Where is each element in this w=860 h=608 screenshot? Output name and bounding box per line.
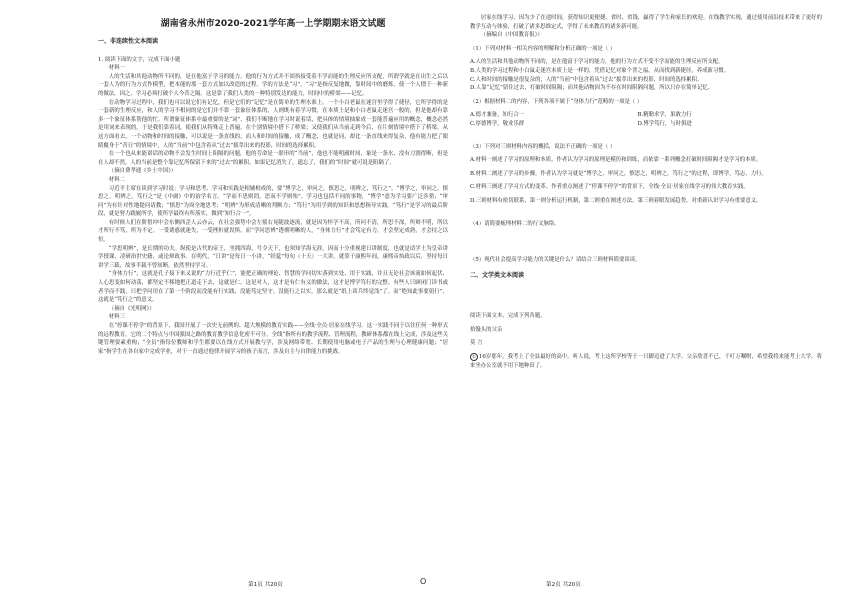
page-number-right: 第2页 共20页 — [546, 582, 581, 588]
option-d: D.博学笃行，与时俱进 — [637, 120, 692, 127]
question-2: （2）根据材料二的内容，下列各项不属于“身体力行”范畴的一项是（ ） — [470, 98, 643, 105]
question-3: （3）下列对三则材料内容的概括，说法不正确的一项是（ ） — [470, 143, 616, 150]
option-a: A.德才兼备，知行合一 — [470, 112, 525, 119]
question-5: （5）现代社会提高学习能力的关键是什么？请结合三则材料简要谈谈。 — [470, 257, 641, 264]
option-c: C.人和时间的接触是很复杂的，人的“当前”中包含着从“过去”拔萃出来的投影，时间的选择累积。 — [470, 76, 703, 83]
option-c: C.厚德博学，敬业乐群 — [470, 120, 525, 127]
option-b: B.材料二阐述了学习的步骤。作者认为学习就是“博学之，审问之，慎思之，明辨之，笃行之”的过程，即博学，笃志，力行。 — [470, 170, 767, 177]
left-page — [98, 14, 448, 356]
material-1-paragraph: 人的生活和其他动物所不同的，是在他富于学习的能力。他的行为方式并不固执接受着不学而能的生理反应所支配，所谓学就是在出生之后以一套人为的行为方式作模型，把本能的那一套方式加以改造的过程。学的方法是“习”。“习”是指反复地做，靠时间中的磨炼，使一个人惯于一种新的做法。因之，学习必须打破个人今昔之隔。这是靠了我们人类的一种特别发达的能力，时间中的桥梁——记忆。 — [98, 73, 448, 97]
material-1-label: 材料一 — [108, 65, 125, 72]
option-d: D.三则材料有密切联系，第一则分析运行机制，第二则重在阐述方法，第三则着眼发展趋势，对重新认识学习有重要意义。 — [470, 197, 762, 204]
fold-mark: O — [420, 577, 427, 586]
option-b: B.精勤求学，果敢力行 — [637, 112, 692, 119]
section-heading-1: 一、非连续性文本阅读 — [98, 38, 159, 45]
exam-title: 湖南省永州市2020-2021学年高一上学期期末语文试题 — [160, 19, 386, 29]
question-intro: 阅读下面文本，完成下列各题。 — [470, 313, 546, 320]
material-1-paragraph: 在动物学习过程中，我们也可以说它们有记忆，但是它们的“记忆”是在简单的生理水准上。一个小白老鼠在迷宫里学得了捷径，它所学得的是一套新的生理反应，和人的学习不相同的是它们并不靠一套象征体系的，人则既有着学习惯，在本质上是和小白老鼠走迷宫一般的，但是他却有靠多一个象征体系帮他的忙。所谓象征体系中最重要的是“词”，我们不断地在学习时说着话，把具体的情境抽象成一套能普遍应用的概念，概念必然是用词来表现的，于是我们靠着词，使我们从特殊走上普遍，在个别情境中搭下了桥梁；又使我们从当前走到今后，在片刻情境中搭下了桥梁。从这方面看去，一个动物和时间的接触，可以说是一条直线的，而人和时间的接触，成了概念，也就是词，却比一条直线来得复杂，他有能力把了眼睛覆身于“昔日”的情境中，人的“当前”中包含着从“过去”拔萃出来的投影，时间的选择累积。 — [98, 99, 448, 149]
material-2-paragraph: “身体力行”，这就是孔子接下来又说的“力行近乎仁”，能把正确的理论、智慧的学问切实落到实处、用于实践，并且无论社会该流如何起伏、人心思变如何动荡，都坚定不移地把正道走下去，这就是仁。这是对人，这才是有仁有义的做法，这才是博学笃行的完整。有些人只顾闭门读书或者学而不践，只把学问用在了第一个阶段而没能有行实践、没能笃定坚守。没能行之以实，那么就是“纸上谈兵终觉浅”了。而“绝知此事要躬行”，这就是“笃行之”的意义。 — [98, 271, 448, 304]
option-b: B.人类的学习过程和小白鼠走迷宫本质上是一样的，凭借记忆对象个普之福，从而找到新捷径，养成新习惯。 — [470, 67, 730, 74]
page-number-left: 第1页 共20页 — [248, 582, 283, 588]
story-title: 拾馒头的父亲 — [470, 326, 503, 333]
question-1: （1）下列对材料一相关内容的理解和分析正确的一项是（ ） — [470, 45, 616, 52]
material-1-paragraph: 在一个也从来能诺话的动物不会发生时间上阻隔的问题，他的劳命是一联串的“当前”，他也不能明澈时间，象是一条水，没有刀割得断，但是在人却不然。人的当前是整个靠记忆所保留下来的“过去”的累积。如果记忆消失了，遗忘了，我们的“时间”就可说是阻隔了。 — [98, 151, 448, 166]
story-paragraph-text: 16岁那年，我考上了全县最好的高中。听人说，考上这所学校等于一只脚迈进了大学。父亲欣喜不已，千叮万嘱咐，希望我将来能考上大学，将来坐办公室就不用下地种田了。 — [470, 354, 822, 369]
material-2-paragraph: “学思明辨”，是长期的功夫。纵使是古代的帝王，坐拥四海，号令天下，也须知学海无涯，因而十分重视建日讲制度，也就是请学士为皇帝讲学授课，凌研治世史籍，或论辩政事。在明代，“日讲”是每日一小讲，“经筵”每旬（十天）一大讲。就算于康熙年间，康熙帝执政以后，坚持每日讲学三载，故事半载不曾间断，依然坚持学习。 — [98, 245, 448, 269]
options-row — [470, 111, 822, 120]
material-2-paragraph: 有时候人们在阶借冲中会东侧西歪人云亦云，在社会强势中会左摇右晃随波逐流，就是因为怀学不高，所问不清，所思不深，所辩不明，所以才所行不笃，所为不定。一受诱惑就迷失，一受挫折就畏惧。而“学问思辨”透彻明晰的人，“身体力行”才会笃定有力，才会坚定成熟，才会持之以恒。 — [98, 219, 448, 244]
right-page — [470, 14, 822, 370]
question-intro: 1. 阅读下面的文字，完成下面小题 — [98, 56, 181, 63]
material-3-paragraph: 在“停课不停学”的背景下，我国开展了一次史无前例的、超大规模的教育实践——全线·全员·居家在线学习。这一实践不同于以往任何一种形式的远程教育，它的二个特点与中国强国之路的教育教学信息化密不可分。全线“指所有的教学流程、管理流程，教研体系都在线上完成，涉及这些关键管理要素重构；“全员”指每位教师和学生都要以在线方式开展教与学，涉及网络带宽、长期使用电脑或电子产品的生理与心理健康问题；“居家”指学生在各自家中完成学业，对于一直通过他律开展学习的孩子而言，涉及自主与自律能力的挑战。 — [98, 323, 448, 355]
material-3-source: （摘编自《中国教育报》） — [480, 32, 543, 39]
section-heading-2: 二、文学类文本阅读 — [470, 271, 525, 279]
option-c: C.材料三阐述了学习方式的变革。作者重点阐述了“停课不停学”的背景下，全线·全员·居家在线学习的伟大教育实践。 — [470, 184, 749, 191]
story-paragraph — [470, 353, 822, 370]
material-2-paragraph: 习近平主席在谈到学习时说：学习和思考、学习和实践是相辅相成的，要“博学之，审问之，慎思之，明辨之，笃行之”。“博学之，审问之，慎思之，明辨之，笃行之”是《中庸》中的治学名言。“学而不思则罔，思而不学则殆”。学习也包括不同的事物，“博学”意为学习要广泛涉猎；“审问”为有针对性地提问请教；“慎思”为周全地思考；“明辨”为形成清晰的判断力；“笃行”为用学到的知识和思想指导实践。“笃行”是学习的最后阶段，就是努力践履所学，使所学最终有所落实，做到“知行合一”。 — [98, 185, 448, 218]
question-4: （4）请简要梳理材料二的行文脉络。 — [470, 220, 560, 227]
option-a: A.材料一阐述了学习的原理和本质。作者认为学习的原理是模仿和训练，而依靠一系列概念打破时间阻隔才是学习的本质。 — [470, 157, 762, 164]
material-2-source: （摘自《光明网》） — [108, 305, 155, 312]
material-1-source: （摘自费孝通《乡土中国》） — [108, 168, 177, 175]
material-3-label: 材料三 — [108, 314, 125, 321]
material-2-label: 材料二 — [108, 176, 125, 183]
option-a: A.人的生活和其他动物所不同的，是在他富于学习的能力，他的行为方式不受不学而能的生理反应所支配。 — [470, 59, 724, 66]
option-d: D.人靠“记忆”留住过去，打破时间阻隔；而其他动物因为不存在时间阻隔问题，所以只存在简单记忆。 — [470, 85, 714, 92]
paragraph-number-1: ① — [470, 353, 478, 361]
options-row — [470, 120, 822, 129]
story-author: 莫 言 — [470, 340, 483, 347]
material-3-paragraph: 居家在线学习，因为少了在途时间，获得知识更便捷、省时、省钱，赢得了学生和家长的欢迎。在线教学实现，通过使用前沿技术带来了更好的教学互动与体验，打破了诸多思维定式，学得了未来教育的诸多新可能。 — [470, 15, 822, 30]
